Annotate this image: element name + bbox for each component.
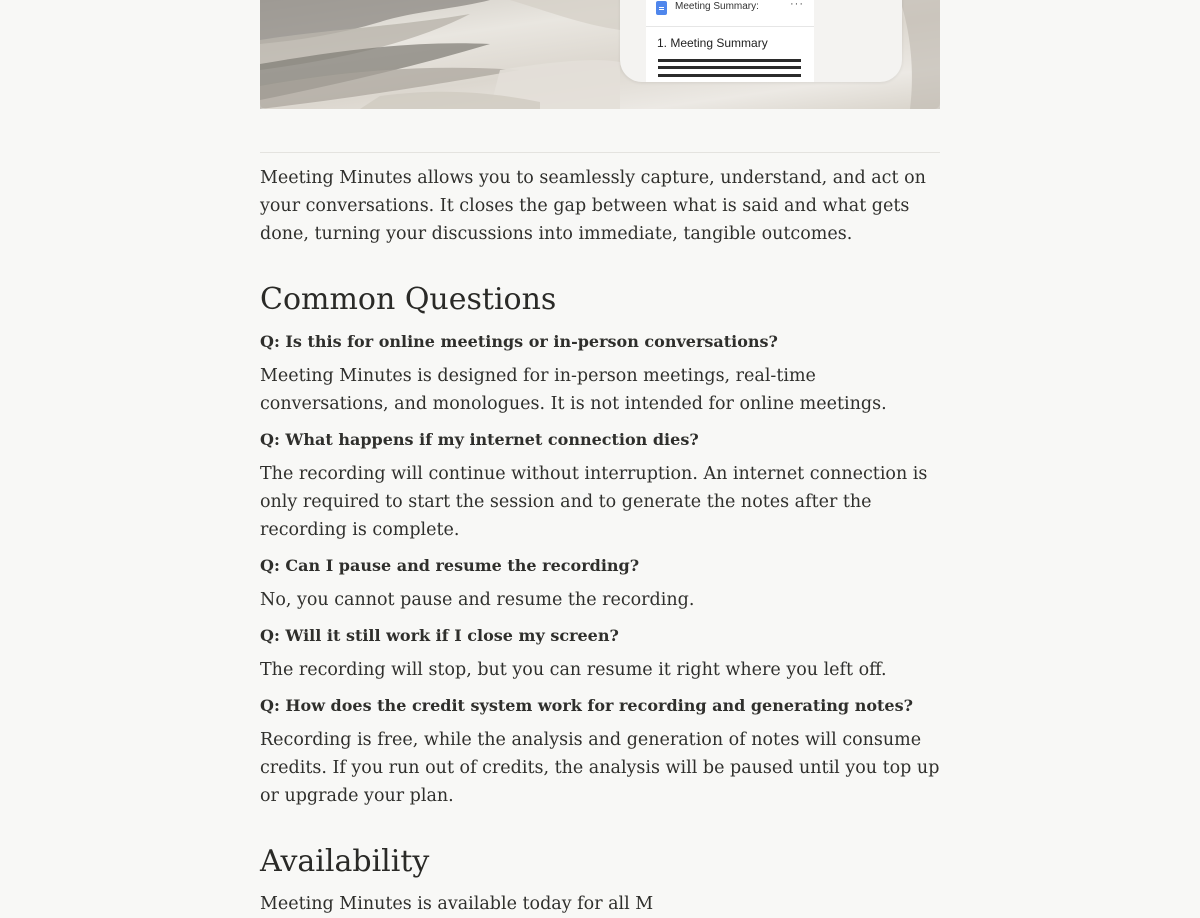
faq-item	[260, 428, 950, 544]
more-options-icon: ···	[790, 0, 804, 10]
faq-answer: The recording will continue without interruption. An internet connection is only required to start the session and to generate the notes after the recording is complete.	[260, 464, 928, 540]
meeting-summary-card	[646, 0, 814, 82]
faq-question: Q: Is this for online meetings or in-person conversations?	[260, 332, 778, 351]
doc-title: Meeting Summary:	[675, 1, 759, 12]
phone-mockup	[620, 0, 902, 82]
faq-question: Q: Will it still work if I close my screen?	[260, 626, 619, 645]
text-line	[658, 59, 801, 62]
faq-item	[260, 694, 950, 810]
faq-item	[260, 330, 950, 418]
faq-item	[260, 624, 950, 684]
doc-heading: 1. Meeting Summary	[657, 36, 768, 50]
faq-question: Q: How does the credit system work for recording and generating notes?	[260, 696, 913, 715]
text-line	[658, 66, 801, 69]
text-line	[658, 74, 801, 77]
faq-answer: Recording is free, while the analysis and generation of notes will consume credits. If you run out of credits, the analysis will be paused until you top up or upgrade your plan.	[260, 730, 940, 806]
availability-text: Meeting Minutes is available today for all M	[260, 894, 654, 914]
faq-answer: No, you cannot pause and resume the recording.	[260, 590, 695, 610]
faq-answer: Meeting Minutes is designed for in-person meetings, real-time conversations, and monologues. It is not intended for online meetings.	[260, 366, 887, 414]
faq-question: Q: What happens if my internet connection dies?	[260, 430, 699, 449]
divider	[260, 152, 940, 153]
article-column	[260, 0, 940, 914]
faq-list	[260, 330, 950, 820]
faq-question: Q: Can I pause and resume the recording?	[260, 556, 640, 575]
doc-header	[646, 0, 814, 27]
common-questions-heading: Common Questions	[260, 282, 557, 317]
document-icon	[656, 1, 667, 15]
faq-item	[260, 554, 950, 614]
availability-heading: Availability	[260, 844, 430, 879]
hero-image	[260, 0, 940, 109]
faq-answer: The recording will stop, but you can resume it right where you left off.	[260, 660, 887, 680]
intro-paragraph: Meeting Minutes allows you to seamlessly capture, understand, and act on your conversations. It closes the gap between what is said and what gets done, turning your discussions into immediate, tangible outcomes.	[260, 168, 926, 244]
